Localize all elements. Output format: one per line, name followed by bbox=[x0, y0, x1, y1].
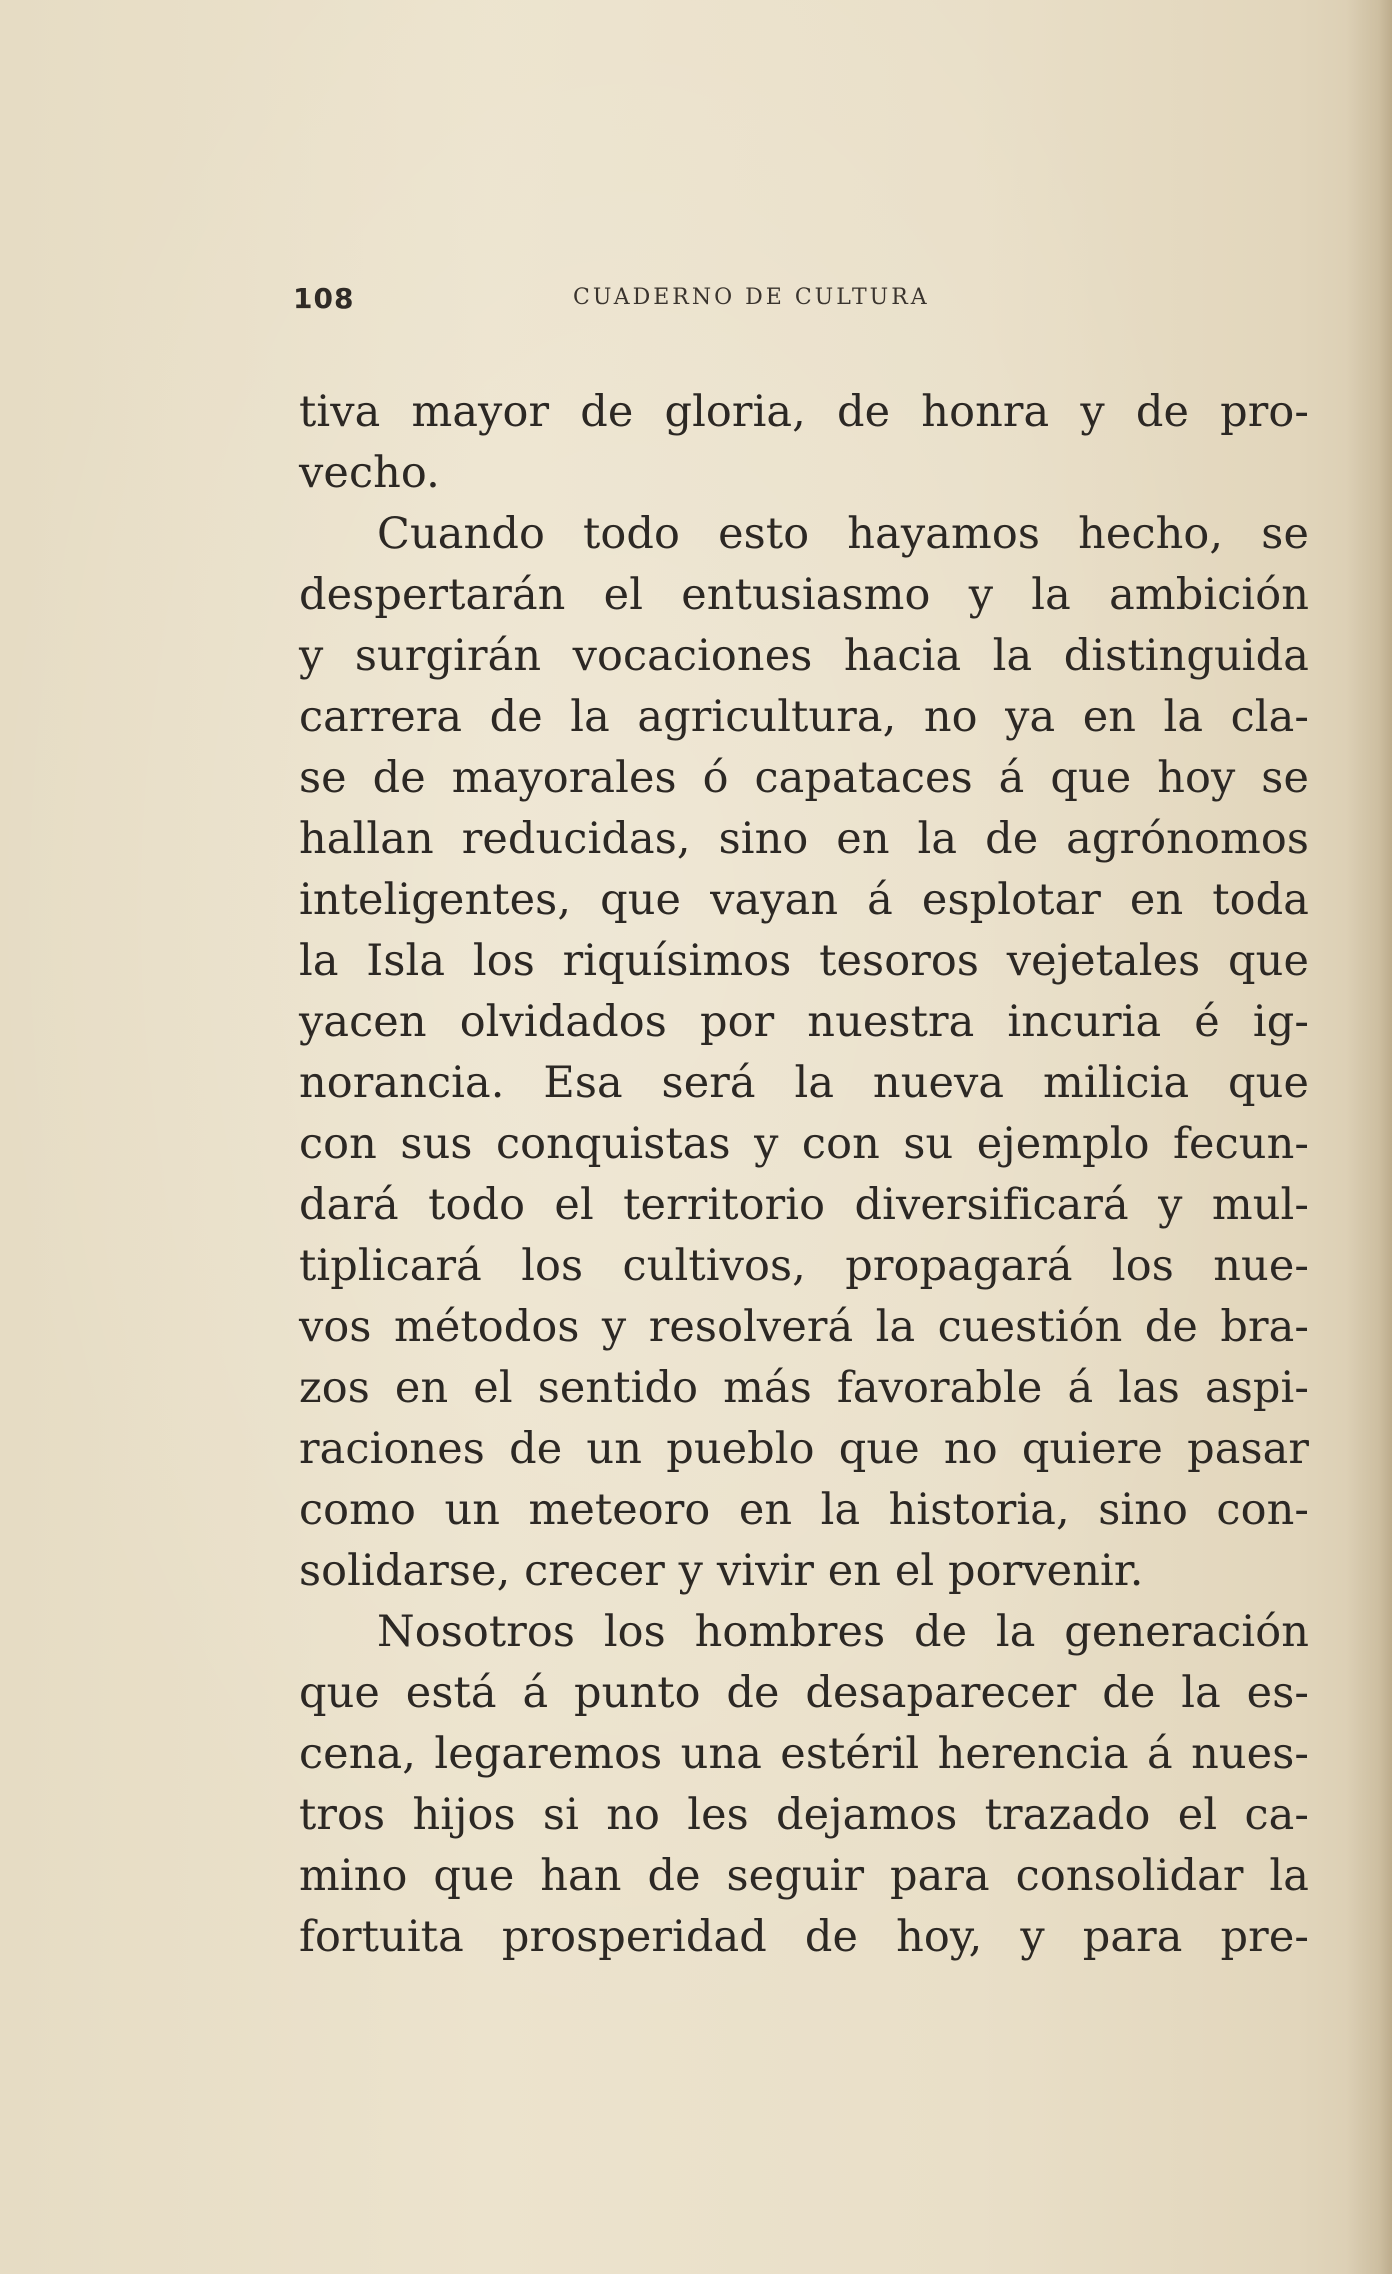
text-line: raciones de un pueblo que no quiere pasar bbox=[299, 1424, 1309, 1474]
page-number: 108 bbox=[293, 282, 355, 315]
text-line: como un meteoro en la historia, sino con- bbox=[299, 1485, 1309, 1535]
text-line: y surgirán vocaciones hacia la distinguida bbox=[299, 631, 1309, 681]
text-line: vecho. bbox=[299, 448, 440, 498]
text-line: norancia. Esa será la nueva milicia que bbox=[299, 1058, 1309, 1108]
text-line: se de mayorales ó capataces á que hoy se bbox=[299, 753, 1309, 803]
text-line: Nosotros los hombres de la generación bbox=[377, 1607, 1309, 1657]
text-line: hallan reducidas, sino en la de agrónomos bbox=[299, 814, 1309, 864]
paragraph-1 bbox=[299, 382, 1309, 504]
body-text bbox=[299, 382, 1309, 1968]
text-line: vos métodos y resolverá la cuestión de bra- bbox=[299, 1302, 1309, 1352]
text-line: con sus conquistas y con su ejemplo fecun- bbox=[299, 1119, 1309, 1169]
text-line: cena, legaremos una estéril herencia á nues- bbox=[299, 1729, 1309, 1779]
text-line: inteligentes, que vayan á esplotar en toda bbox=[299, 875, 1309, 925]
text-line: Cuando todo esto hayamos hecho, se bbox=[377, 509, 1309, 559]
page-edge-shadow bbox=[1346, 0, 1392, 2274]
text-line: mino que han de seguir para consolidar la bbox=[299, 1851, 1309, 1901]
text-line: solidarse, crecer y vivir en el porvenir. bbox=[299, 1546, 1144, 1596]
text-line: que está á punto de desaparecer de la es- bbox=[299, 1668, 1309, 1718]
paragraph-2 bbox=[299, 504, 1309, 1602]
page-header bbox=[293, 282, 1313, 326]
text-line: carrera de la agricultura, no ya en la cla- bbox=[299, 692, 1309, 742]
paragraph-3 bbox=[299, 1602, 1309, 1968]
text-line: zos en el sentido más favorable á las aspi- bbox=[299, 1363, 1309, 1413]
text-line: tros hijos si no les dejamos trazado el ca- bbox=[299, 1790, 1309, 1840]
text-line: despertarán el entusiasmo y la ambición bbox=[299, 570, 1309, 620]
text-line: la Isla los riquísimos tesoros vejetales que bbox=[299, 936, 1309, 986]
running-head: CUADERNO DE CULTURA bbox=[573, 285, 930, 310]
text-line: fortuita prosperidad de hoy, y para pre- bbox=[299, 1912, 1309, 1962]
text-line: tiplicará los cultivos, propagará los nue- bbox=[299, 1241, 1309, 1291]
text-line: yacen olvidados por nuestra incuria é ig- bbox=[299, 997, 1309, 1047]
text-line: dará todo el territorio diversificará y mul- bbox=[299, 1180, 1309, 1230]
text-line: tiva mayor de gloria, de honra y de pro- bbox=[299, 387, 1309, 437]
